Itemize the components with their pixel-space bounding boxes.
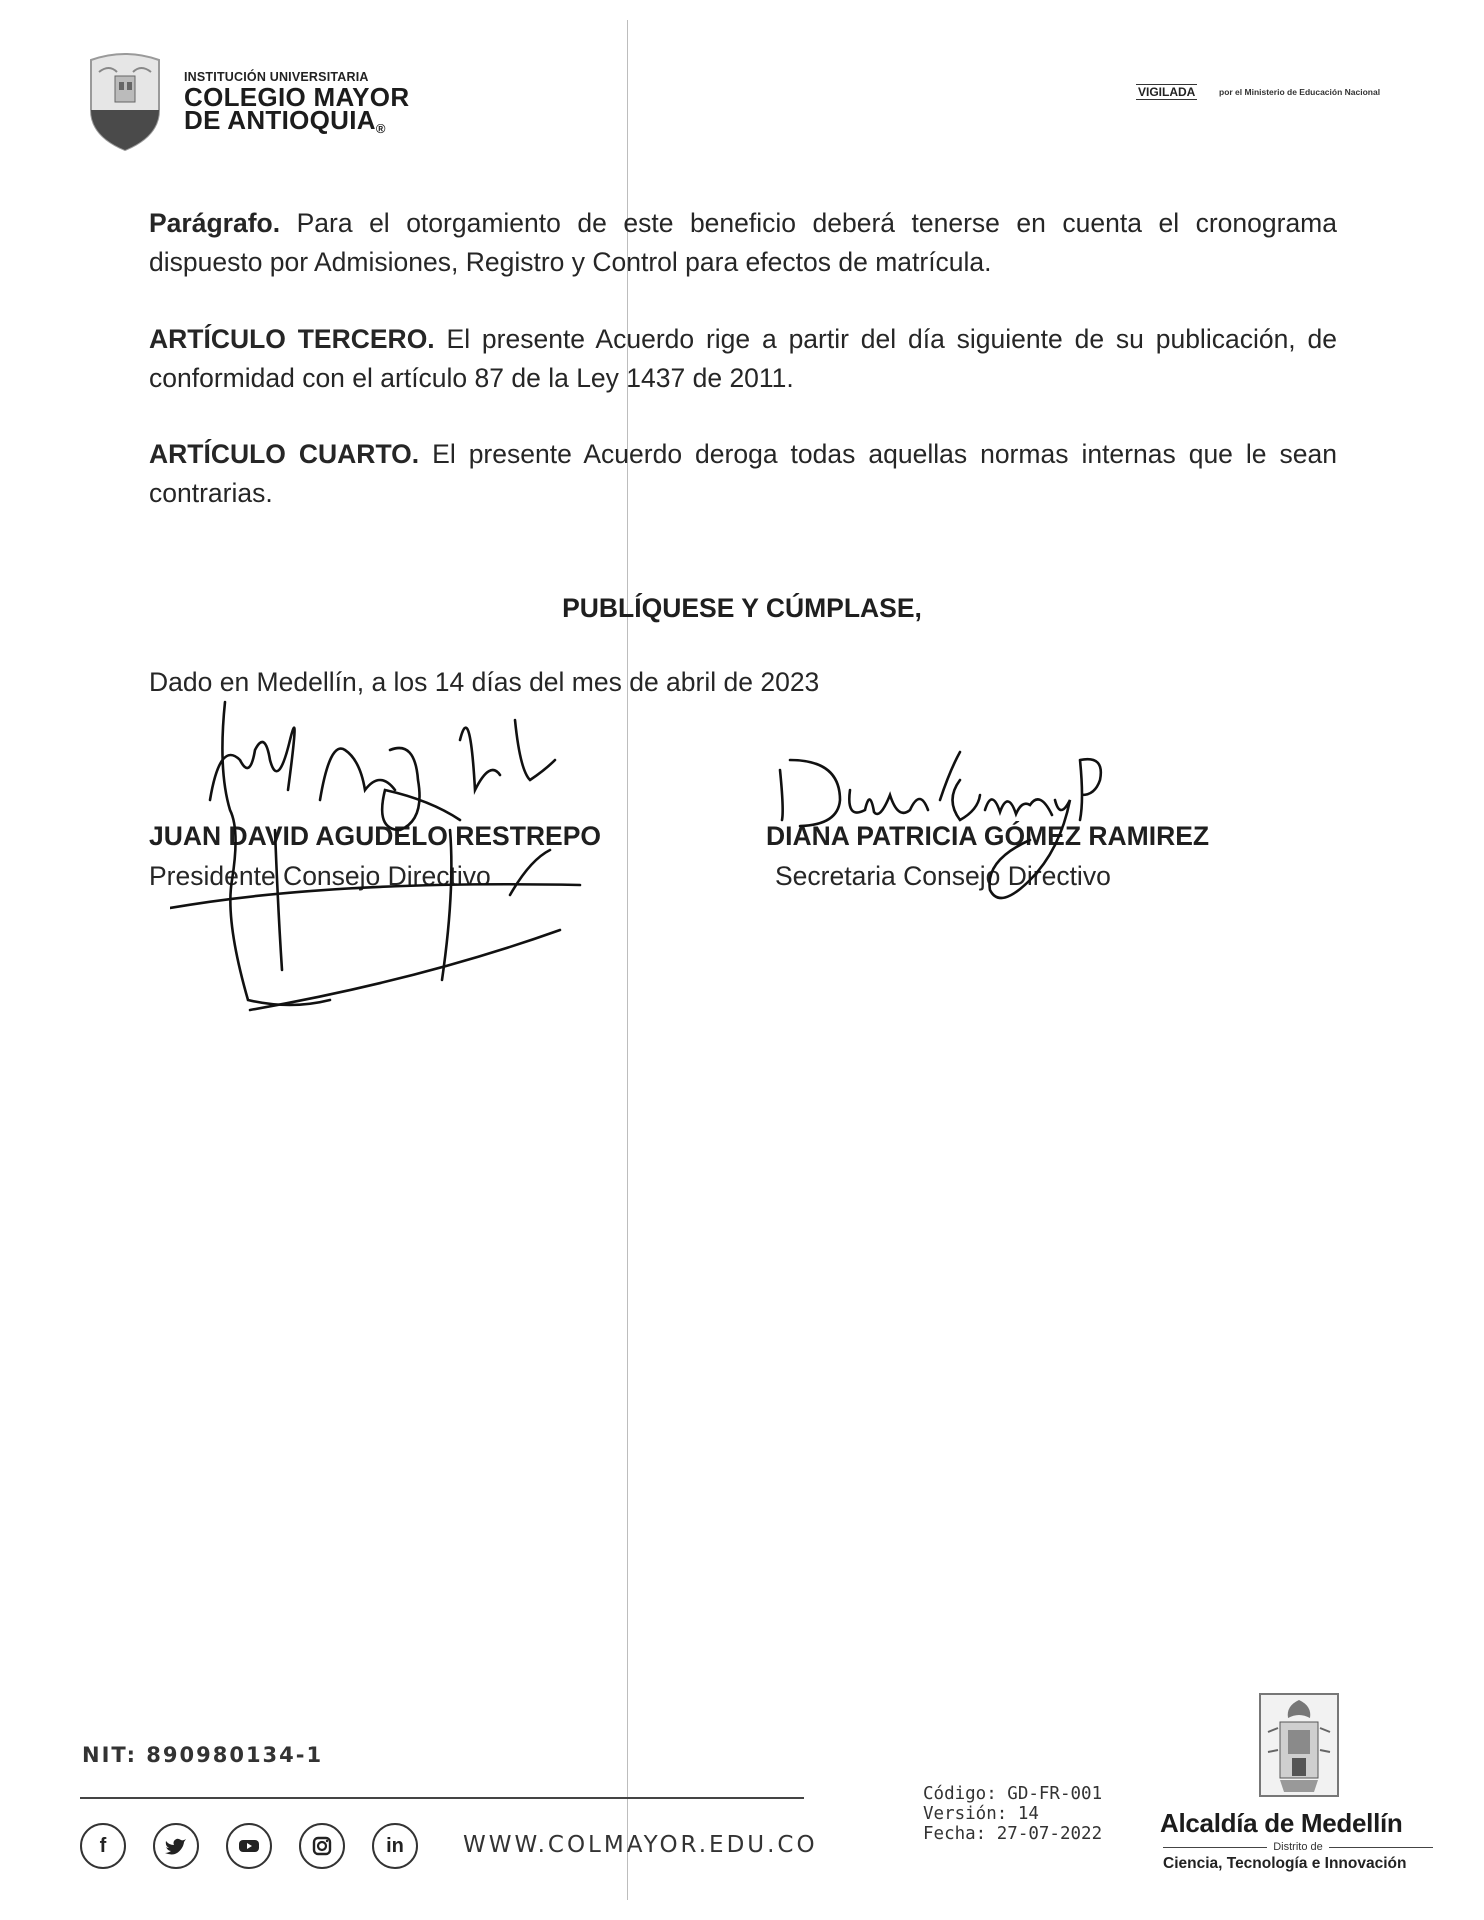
codigo-label: Código: GD-FR-001 bbox=[923, 1784, 1103, 1804]
institution-name bbox=[184, 82, 410, 140]
website-link[interactable]: WWW.COLMAYOR.EDU.CO bbox=[463, 1832, 818, 1858]
signature-title-1: Presidente Consejo Directivo bbox=[149, 861, 491, 891]
signature-name-2: DIANA PATRICIA GÓMEZ RAMIREZ bbox=[766, 821, 1210, 851]
articulo-cuarto-paragraph bbox=[149, 435, 1337, 513]
articulo-cuarto-text: El presente Acuerdo deroga todas aquellas normas internas que le sean contrarias. bbox=[149, 439, 1337, 508]
version-label: Versión: 14 bbox=[923, 1804, 1039, 1824]
facebook-icon[interactable]: f bbox=[80, 1823, 126, 1869]
articulo-tercero-paragraph bbox=[149, 320, 1337, 398]
fecha-label: Fecha: 27-07-2022 bbox=[923, 1824, 1103, 1844]
registered-mark: ® bbox=[375, 121, 386, 136]
scan-fold-line bbox=[627, 20, 628, 1900]
ministerio-label: por el Ministerio de Educación Nacional bbox=[1219, 87, 1381, 97]
medellin-coat-of-arms-icon bbox=[1258, 1692, 1340, 1798]
paragrafo-text: Para el otorgamiento de este beneficio deberá tenerse en cuenta el cronograma dispuesto por Admisiones, Registro y Control para efectos de matrícula. bbox=[149, 208, 1337, 277]
colegio-mayor-crest-icon bbox=[85, 52, 165, 152]
distrito-label: Distrito de bbox=[1273, 1841, 1323, 1853]
paragrafo-label: Parágrafo. bbox=[149, 208, 281, 238]
institution-small-label: INSTITUCIÓN UNIVERSITARIA bbox=[184, 70, 369, 84]
institution-name-line1: COLEGIO MAYOR bbox=[184, 82, 410, 112]
document-codes bbox=[923, 1784, 1102, 1844]
linkedin-icon[interactable]: in bbox=[372, 1823, 418, 1869]
paragrafo-paragraph bbox=[149, 204, 1337, 282]
dado-en-line: Dado en Medellín, a los 14 días del mes de abril de 2023 bbox=[149, 667, 820, 697]
divider-line-left bbox=[1163, 1847, 1267, 1848]
articulo-tercero-label: ARTÍCULO TERCERO. bbox=[149, 324, 435, 354]
vigilada-label: VIGILADA bbox=[1138, 85, 1196, 99]
articulo-tercero-text: El presente Acuerdo rige a partir del día siguiente de su publicación, de conformidad con el artículo 87 de la Ley 1437 de 2011. bbox=[149, 324, 1337, 393]
instagram-icon[interactable] bbox=[299, 1823, 345, 1869]
institution-name-line2: DE ANTIOQUIA bbox=[184, 105, 376, 135]
footer-divider bbox=[80, 1797, 804, 1799]
signature-title-2: Secretaria Consejo Directivo bbox=[775, 861, 1111, 891]
ciencia-label: Ciencia, Tecnología e Innovación bbox=[1163, 1855, 1407, 1872]
distrito-row bbox=[1163, 1841, 1433, 1853]
alcaldia-label: Alcaldía de Medellín bbox=[1160, 1808, 1403, 1838]
divider-line-right bbox=[1329, 1847, 1433, 1848]
articulo-cuarto-label: ARTÍCULO CUARTO. bbox=[149, 439, 420, 469]
publiquese-heading: PUBLÍQUESE Y CÚMPLASE, bbox=[562, 593, 922, 623]
twitter-icon[interactable] bbox=[153, 1823, 199, 1869]
youtube-icon[interactable] bbox=[226, 1823, 272, 1869]
nit-label: NIT: 890980134-1 bbox=[82, 1743, 324, 1767]
signature-name-1: JUAN DAVID AGUDELO RESTREPO bbox=[149, 821, 602, 851]
